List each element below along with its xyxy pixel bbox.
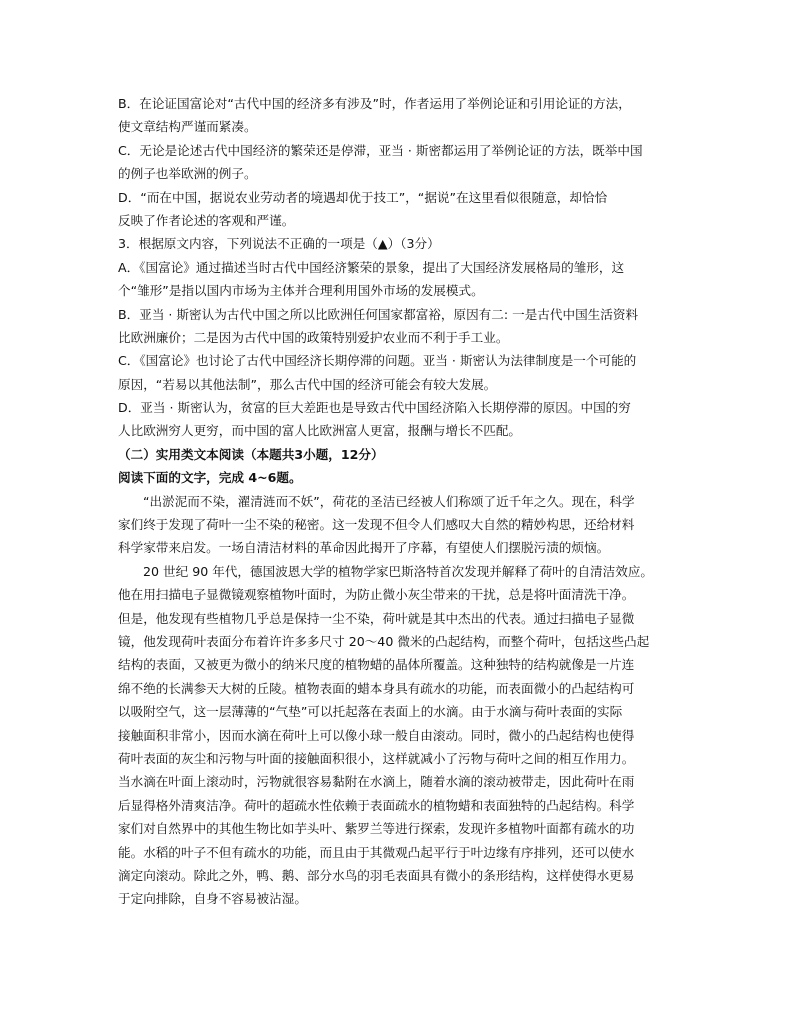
question-stem [118, 232, 678, 255]
text-line: 3．根据原文内容，下列说法不正确的一项是（▲）（3分） [118, 236, 440, 252]
text-line: 反映了作者论述的客观和严谨。 [118, 212, 295, 228]
section-heading [118, 443, 678, 466]
text-line: 20 世纪 90 年代，德国波恩大学的植物学家巴斯洛特首次发现并解释了荷叶的自清洁效应。 [143, 563, 654, 579]
text-line: C．无论是论述古代中国经济的繁荣还是停滞，亚当 · 斯密都运用了举例论证的方法，既举中国 [118, 142, 643, 158]
text-line: 镜，他发现荷叶表面分布着许许多多尺寸 20～40 微米的凸起结构，而整个荷叶，包括这些凸起 [118, 633, 650, 649]
text-line: 滴定向滚动。除此之外，鸭、鹅、部分水鸟的羽毛表面具有微小的条形结构，这样使得水更易 [118, 867, 635, 883]
reading-instruction [118, 466, 678, 489]
answer-option [118, 92, 678, 139]
text-line: 使文章结构严谨而紧凑。 [118, 119, 257, 135]
text-line: D．亚当 · 斯密认为，贫富的巨大差距也是导致古代中国经济陷入长期停滞的原因。中国的穷 [118, 400, 631, 416]
text-line: A．《国富论》通过描述当时古代中国经济繁荣的景象，提出了大国经济发展格局的雏形，这 [118, 259, 625, 275]
text-line: 科学家带来启发。一场自清洁材料的革命因此揭开了序幕，有望使人们摆脱污渍的烦恼。 [118, 540, 610, 556]
text-line: 的例子也举欧洲的例子。 [118, 166, 257, 182]
text-line: 当水滴在叶面上滚动时，污物就很容易黏附在水滴上，随着水滴的滚动被带走，因此荷叶在雨 [118, 774, 635, 790]
answer-option [118, 256, 678, 303]
text-line: 接触面积非常小，因而水滴在荷叶上可以像小球一般自由滚动。同时，微小的凸起结构也使得 [118, 727, 635, 743]
text-line: 于定向排除，自身不容易被沾湿。 [118, 891, 307, 907]
text-line: 阅读下面的文字，完成 4~6题。 [118, 470, 302, 486]
text-line: 他在用扫描电子显微镜观察植物叶面时，为防止微小灰尘带来的干扰，总是将叶面清洗干净。 [118, 587, 635, 603]
text-line: 能。水稻的叶子不但有疏水的功能，而且由于其微观凸起平行于叶边缘有序排列，还可以使水 [118, 844, 635, 860]
text-line: 后显得格外清爽洁净。荷叶的超疏水性依赖于表面疏水的植物蜡和表面独特的凸起结构。科学 [118, 797, 635, 813]
text-line: （二）实用类文本阅读（本题共3小题，12分） [118, 446, 384, 462]
text-line: 人比欧洲穷人更穷，而中国的富人比欧洲富人更富，报酬与增长不匹配。 [118, 423, 521, 439]
text-line: “出淤泥而不染，濯清涟而不妖”，荷花的圣洁已经被人们称颂了近千年之久。现在，科学 [143, 493, 635, 509]
text-line: 原因，“若易以其他法制”，那么古代中国的经济可能会有较大发展。 [118, 376, 497, 392]
text-line: 比欧洲廉价；二是因为古代中国的政策特别爱护农业而不利于手工业。 [118, 329, 509, 345]
text-line: B．亚当 · 斯密认为古代中国之所以比欧洲任何国家都富裕，原因有二: 一是古代中国生活资料 [118, 306, 639, 322]
text-line: 以吸附空气，这一层薄薄的“气垫”可以托起落在表面上的水滴。由于水滴与荷叶表面的实际 [118, 704, 623, 720]
text-line: 个“雏形”是指以国内市场为主体并合理利用国外市场的发展模式。 [118, 283, 484, 299]
text-line: 家们对自然界中的其他生物比如芋头叶、紫罗兰等进行探索，发现许多植物叶面都有疏水的功 [118, 821, 635, 837]
body-paragraph [118, 490, 678, 560]
text-line: 绵不绝的长满参天大树的丘陵。植物表面的蜡本身具有疏水的功能，而表面微小的凸起结构可 [118, 680, 635, 696]
answer-option [118, 349, 678, 396]
answer-option [118, 303, 678, 350]
text-line: 结构的表面，又被更为微小的纳米尺度的植物蜡的晶体所覆盖。这种独特的结构就像是一片连 [118, 657, 635, 673]
body-paragraph [118, 560, 678, 911]
answer-option [118, 186, 678, 233]
text-line: 家们终于发现了荷叶一尘不染的秘密。这一发现不但令人们感叹大自然的精妙构思，还给材料 [118, 517, 635, 533]
document-page [118, 92, 678, 911]
text-line: B．在论证国富论对“古代中国的经济多有涉及”时，作者运用了举例论证和引用论证的方法， [118, 96, 631, 111]
answer-option [118, 396, 678, 443]
text-line: C．《国富论》也讨论了古代中国经济长期停滞的问题。亚当 · 斯密认为法律制度是一个可能的 [118, 353, 637, 369]
text-line: 但是，他发现有些植物几乎总是保持一尘不染，荷叶就是其中杰出的代表。通过扫描电子显微 [118, 610, 635, 626]
answer-option [118, 139, 678, 186]
text-line: 荷叶表面的灰尘和污物与叶面的接触面积很小，这样就减小了污物与荷叶之间的相互作用力。 [118, 750, 635, 766]
text-line: D．“而在中国，据说农业劳动者的境遇却优于技工”，“据说”在这里看似很随意，却恰恰 [118, 189, 608, 205]
